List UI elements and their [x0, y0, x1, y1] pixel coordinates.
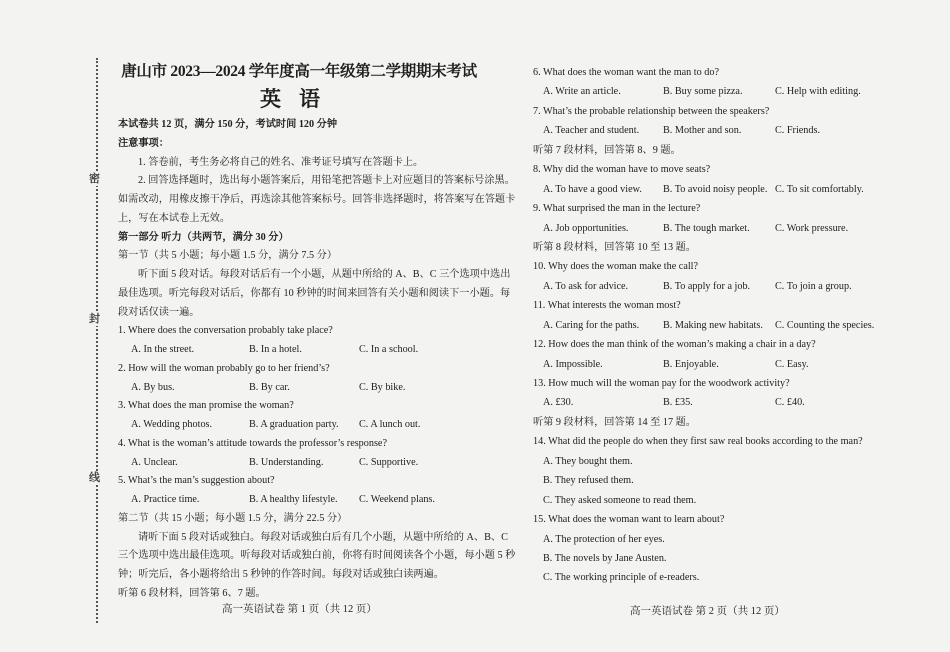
option-b: B. Buy some pizza. [663, 86, 743, 98]
option-b: B. Understanding. [249, 456, 324, 468]
section2-heading: 第二节（共 15 小题；每小题 1.5 分，满分 22.5 分） [118, 512, 348, 524]
section2-instructions: 请听下面 5 段对话或独白。每段对话或独白后有几个小题，从题中所给的 A、B、C [138, 531, 508, 543]
option-a: A. In the street. [131, 344, 195, 355]
question-text: 14. What did the people do when they first saw real books according to the man? [533, 436, 863, 448]
option-b: B. The novels by Jane Austen. [543, 552, 667, 564]
option-c: C. Supportive. [359, 456, 419, 468]
section1-heading: 第一节（共 5 小题；每小题 1.5 分，满分 7.5 分） [118, 250, 338, 262]
page-1 [118, 60, 516, 604]
exam-title: 唐山市 2023—2024 学年度高一年级第二学期期末考试 [121, 63, 477, 80]
page-2 [533, 63, 875, 588]
question-text: 3. What does the man promise the woman? [118, 400, 294, 412]
page-footer: 高一英语试卷 第 2 页（共 12 页） [630, 606, 785, 617]
seal-char-feng: 封 [89, 313, 100, 325]
option-row [533, 393, 863, 412]
option-c: C. Work pressure. [775, 222, 849, 234]
option-row [118, 379, 480, 398]
material-heading: 听第 7 段材料，回答第 8、9 题。 [533, 144, 681, 156]
option-c: C. Help with editing. [775, 86, 861, 98]
question-text: 6. What does the woman want the man to do? [533, 67, 719, 78]
section2-instructions: 钟；听完后，各小题将给出 5 秒钟的作答时间。每段对话或独白读两遍。 [118, 569, 444, 580]
option-b: B. To apply for a job. [663, 280, 751, 292]
section1-instructions: 最佳选项。听完每段对话后，你都有 10 秒钟的时间来回答有关小题和阅读下一小题。每 [118, 287, 511, 299]
note-2-line: 上，写在本试卷上无效。 [118, 212, 231, 224]
question-text: 1. Where does the conversation probably take place? [118, 325, 333, 337]
option-c: C. They asked someone to read them. [543, 494, 697, 506]
page-footer: 高一英语试卷 第 1 页（共 12 页） [222, 604, 377, 615]
option-a: A. Caring for the paths. [543, 319, 640, 331]
note-2-line: 2. 回答选择题时，选出每小题答案后，用铅笔把答题卡上对应题目的答案标号涂黑。 [138, 175, 515, 187]
option-b: B. In a hotel. [249, 344, 302, 355]
option-c: C. The working principle of e-readers. [543, 572, 700, 584]
subject-title: 英语 [260, 87, 338, 111]
option-c: C. To join a group. [775, 280, 852, 292]
option-a: A. Practice time. [131, 494, 200, 505]
option-c: C. £40. [775, 397, 805, 409]
option-row [118, 341, 480, 360]
option-a: A. They bought them. [543, 455, 633, 467]
option-a: A. The protection of her eyes. [543, 533, 665, 545]
material-heading: 听第 8 段材料，回答第 10 至 13 题。 [533, 241, 696, 253]
seal-char-xian: 线 [89, 472, 100, 484]
question-text: 12. How does the man think of the woman’s making a chair in a day? [533, 339, 816, 351]
option-a: A. Wedding photos. [131, 419, 213, 430]
option-row [533, 121, 863, 140]
option-c: C. In a school. [359, 344, 419, 355]
option-b: B. Enjoyable. [663, 358, 719, 370]
question-text: 5. What’s the man’s suggestion about? [118, 475, 275, 487]
question-text: 9. What surprised the man in the lecture? [533, 203, 701, 215]
option-a: A. Unclear. [131, 456, 178, 468]
option-b: B. They refused them. [543, 475, 634, 487]
binding-dotted-line [96, 58, 98, 623]
option-a: A. To ask for advice. [543, 280, 629, 292]
question-text: 2. How will the woman probably go to her friend’s? [118, 362, 330, 374]
option-b: B. A graduation party. [249, 419, 339, 430]
option-row [118, 416, 480, 435]
option-row [533, 277, 863, 296]
notes-heading: 注意事项： [118, 137, 169, 149]
material-heading: 听第 9 段材料，回答第 14 至 17 题。 [533, 416, 696, 428]
option-row [533, 82, 863, 101]
option-c: C. A lunch out. [359, 419, 421, 430]
section2-instructions: 三个选项中选出最佳选项。听每段对话或独白前，你将有时间阅读各个小题，每小题 5 秒 [118, 550, 516, 562]
section1-instructions: 听下面 5 段对话。每段对话后有一个小题，从题中所给的 A、B、C 三个选项中选出 [138, 269, 511, 280]
question-text: 7. What’s the probable relationship between the speakers? [533, 105, 770, 117]
question-list [118, 322, 480, 510]
note-2-line: 如需改动，用橡皮擦干净后，再选涂其他答案标号。回答非选择题时，将答案写在答题卡 [118, 194, 516, 205]
option-c: C. By bike. [359, 381, 406, 393]
option-b: B. £35. [663, 397, 693, 409]
exam-info: 本试卷共 12 页，满分 150 分，考试时间 120 分钟 [118, 119, 338, 130]
option-c: C. Counting the species. [775, 319, 875, 331]
option-row [118, 491, 480, 510]
option-a: A. Impossible. [543, 358, 603, 370]
option-a: A. Job opportunities. [543, 222, 629, 234]
option-c: C. To sit comfortably. [775, 183, 864, 195]
question-text: 4. What is the woman’s attitude towards the professor’s response? [118, 437, 387, 449]
option-row [118, 454, 480, 473]
question-text: 10. Why does the woman make the call? [533, 261, 699, 273]
option-a: A. £30. [543, 397, 574, 409]
option-b: B. Making new habitats. [663, 319, 763, 331]
option-row [533, 355, 863, 374]
option-b: B. To avoid noisy people. [663, 183, 768, 195]
option-b: B. A healthy lifestyle. [249, 494, 338, 505]
note-1: 1. 答卷前，考生务必将自己的姓名、准考证号填写在答题卡上。 [138, 156, 424, 168]
option-b: B. By car. [249, 381, 290, 393]
option-b: B. Mother and son. [663, 125, 742, 137]
question-text: 13. How much will the woman pay for the woodwork activity? [533, 378, 790, 389]
option-a: A. By bus. [131, 381, 175, 393]
seal-char-mi: 密 [89, 173, 100, 185]
option-c: C. Easy. [775, 358, 809, 370]
option-c: C. Weekend plans. [359, 494, 435, 505]
option-a: A. Write an article. [543, 86, 621, 98]
material-heading: 听第 6 段材料，回答第 6、7 题。 [118, 587, 266, 599]
question-text: 8. Why did the woman have to move seats? [533, 164, 711, 176]
part1-heading: 第一部分 听力（共两节，满分 30 分） [118, 231, 289, 243]
option-row [533, 219, 863, 238]
question-text: 15. What does the woman want to learn about? [533, 514, 725, 526]
option-a: A. To have a good view. [543, 183, 642, 195]
section1-instructions: 段对话仅读一遍。 [118, 306, 200, 318]
option-a: A. Teacher and student. [543, 125, 640, 137]
option-row [533, 316, 875, 335]
option-c: C. Friends. [775, 125, 820, 137]
question-text: 11. What interests the woman most? [533, 300, 681, 312]
option-b: B. The tough market. [663, 222, 750, 234]
option-row [533, 180, 863, 199]
